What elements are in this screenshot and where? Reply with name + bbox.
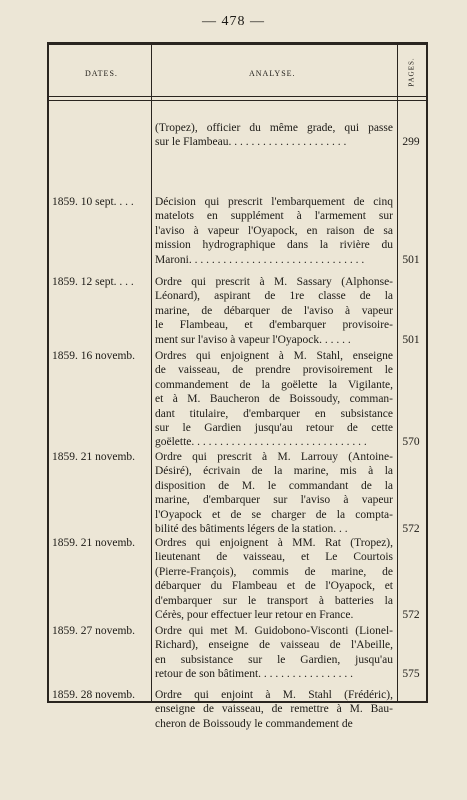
analysis-line: disposition de M. le commandant de la bbox=[155, 479, 393, 492]
register-table bbox=[47, 42, 428, 730]
header-rule-bottom bbox=[49, 100, 426, 101]
entry-page-number: 575 bbox=[402, 668, 420, 681]
header-analyse: ANALYSE. bbox=[249, 69, 296, 78]
analysis-line: et à M. Baucheron de Boissoudy, comman- bbox=[155, 393, 393, 406]
header-rule-top bbox=[49, 96, 426, 97]
header-pages-label: PAGES. bbox=[408, 56, 416, 87]
analysis-line: Ordre qui enjoint à M. Stahl (Frédéric), bbox=[155, 689, 393, 701]
analysis-line: dant titulaire, d'embarquer en subsistance bbox=[155, 407, 393, 420]
analysis-line: Ordre qui prescrit à M. Larrouy (Antoine- bbox=[155, 451, 393, 463]
header-pages bbox=[400, 49, 424, 94]
entry-analysis bbox=[155, 450, 393, 536]
entry-analysis bbox=[155, 624, 393, 682]
analysis-line: sur le Gardien jusqu'au retour de cette bbox=[155, 422, 393, 435]
entry-page-number: 570 bbox=[402, 436, 420, 449]
entry-date: 1859. 27 novemb. bbox=[52, 625, 136, 637]
analysis-line: Ordres qui enjoignent à M. Stahl, enseigne bbox=[155, 350, 393, 362]
analysis-line: Désiré), écrivain de la marine, mis à la bbox=[155, 465, 393, 478]
analysis-line: Ordre qui met M. Guidobono-Visconti (Lionel- bbox=[155, 625, 393, 637]
analysis-line: enseigne de vaisseau, de remettre à M. Bau- bbox=[155, 703, 393, 716]
analysis-line: Maroni. . . . . . . . . . . . . . . . . . . . . . . . . . . . . . . bbox=[155, 253, 365, 266]
entry-page-number: 572 bbox=[402, 523, 420, 535]
entry-analysis bbox=[155, 536, 393, 622]
analysis-line: marine, d'embarquer sur l'aviso à vapeur bbox=[155, 494, 393, 507]
analysis-line: retour de son bâtiment. . . . . . . . . . . . . . . . . bbox=[155, 668, 354, 681]
entry-page-number: 572 bbox=[402, 609, 420, 621]
analysis-line: l'aviso à vapeur l'Oyapock, en raison de sa bbox=[155, 224, 393, 237]
entry-date: 1859. 28 novemb. bbox=[52, 689, 136, 701]
entry-analysis bbox=[155, 349, 393, 450]
entry-date: 1859. 21 novemb. bbox=[52, 537, 136, 549]
page-number: — 478 — bbox=[202, 14, 265, 29]
analysis-line: débarquer du Flambeau et de l'Oyapock, et bbox=[155, 580, 393, 593]
entry-analysis bbox=[155, 688, 393, 731]
analysis-line: le Flambeau, et d'embarquer provisoire- bbox=[155, 319, 393, 332]
analysis-line: ment sur l'aviso à vapeur l'Oyapock. . . . . . bbox=[155, 333, 351, 346]
analysis-line: bilité des bâtiments légers de la station. . . bbox=[155, 523, 348, 536]
analysis-line: l'Oyapock et de se charger de la compta- bbox=[155, 508, 393, 521]
analysis-line: en subsistance sur le Gardien, jusqu'au bbox=[155, 653, 393, 666]
header-dates: DATES. bbox=[85, 69, 118, 78]
entry-date: 1859. 16 novemb. bbox=[52, 350, 136, 362]
analysis-line: Léonard), aspirant de 1re classe de la bbox=[155, 290, 393, 303]
column-divider-dates bbox=[151, 45, 152, 701]
analysis-line: d'embarquer sur le transport à batteries la bbox=[155, 594, 393, 607]
entry-page-number: 501 bbox=[402, 333, 420, 346]
analysis-line: Décision qui prescrit l'embarquement de cinq bbox=[155, 196, 393, 208]
analysis-line: de vaisseau, de prendre provisoirement le bbox=[155, 364, 393, 377]
analysis-line: sur le Flambeau. . . . . . . . . . . . . . . . . . . . . bbox=[155, 136, 347, 149]
analysis-line: (Pierre-François), commis de marine, de bbox=[155, 565, 393, 578]
entry-date: 1859. 12 sept. . . . bbox=[52, 276, 134, 288]
analysis-line: Ordre qui prescrit à M. Sassary (Alphonse- bbox=[155, 276, 393, 288]
analysis-line: Ordres qui enjoignent à MM. Rat (Tropez), bbox=[155, 537, 393, 549]
entry-date: 1859. 10 sept. . . . bbox=[52, 196, 134, 208]
entry-analysis bbox=[155, 195, 393, 267]
analysis-line: mission hydrographique dans la rivière du bbox=[155, 239, 393, 252]
analysis-line: (Tropez), officier du même grade, qui passe bbox=[155, 122, 393, 134]
analysis-line: goëlette. . . . . . . . . . . . . . . . . . . . . . . . . . . . . . . bbox=[155, 436, 367, 449]
analysis-line: lieutenant de vaisseau, et Le Courtois bbox=[155, 551, 393, 564]
analysis-line: marine, de débarquer de l'aviso à vapeur bbox=[155, 304, 393, 317]
entry-page-number: 501 bbox=[402, 253, 420, 266]
analysis-line: Cérès, pour effectuer leur retour en France. bbox=[155, 609, 354, 622]
analysis-line: cheron de Boissoudy le commandement de bbox=[155, 717, 353, 730]
entry-date: 1859. 21 novemb. bbox=[52, 451, 136, 463]
entry-analysis bbox=[155, 275, 393, 347]
entry-analysis bbox=[155, 121, 393, 150]
analysis-line: Richard), enseigne de vaisseau de l'Abeille, bbox=[155, 639, 393, 652]
analysis-line: commandement de la goëlette la Vigilante, bbox=[155, 378, 393, 391]
analysis-line: matelots en supplément à l'armement sur bbox=[155, 210, 393, 223]
entry-page-number: 299 bbox=[402, 136, 420, 149]
